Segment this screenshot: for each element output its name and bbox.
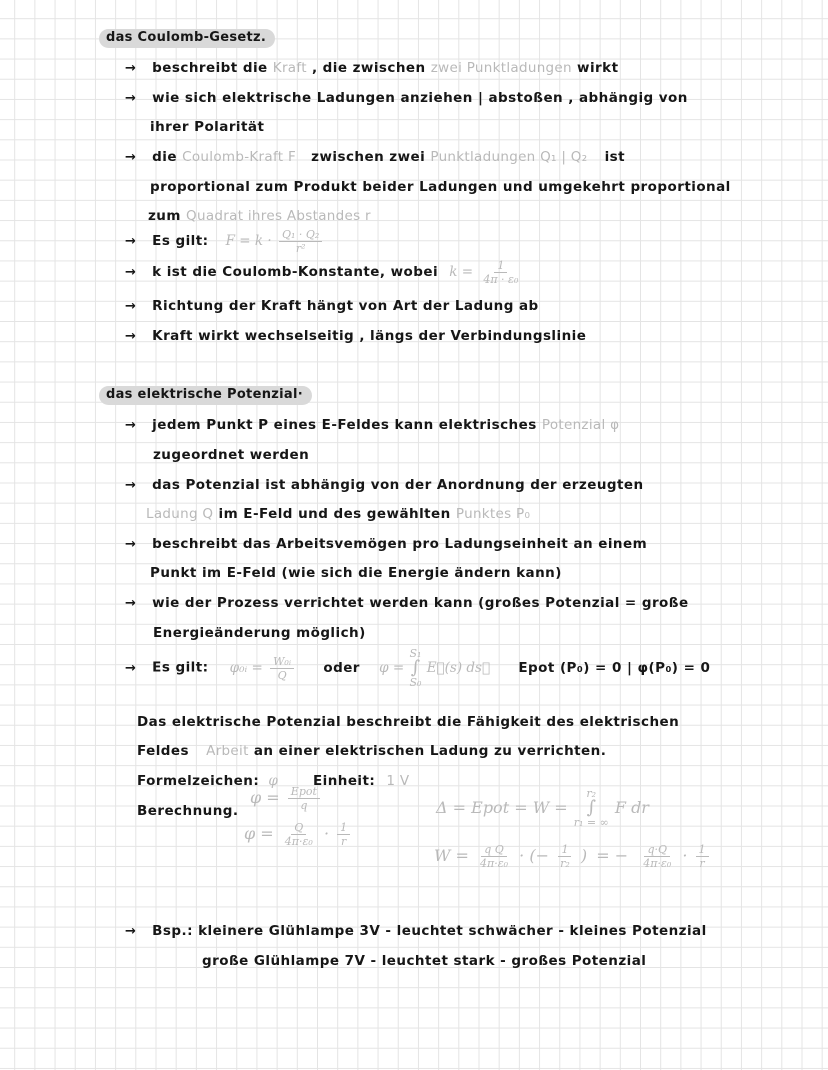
arrow-icon: → bbox=[125, 91, 137, 106]
numerator: q·Q bbox=[644, 844, 670, 857]
denominator: q bbox=[300, 799, 308, 812]
coulomb-bullet-7 bbox=[125, 328, 586, 344]
operator: · bbox=[519, 846, 525, 865]
operator: = − bbox=[596, 846, 629, 865]
arrow-icon: → bbox=[125, 596, 137, 611]
numerator: 1 bbox=[494, 260, 507, 273]
text: Feldes bbox=[137, 743, 190, 759]
text: Richtung der Kraft hängt von Art der Ladung ab bbox=[152, 298, 539, 314]
text: Punkt im E-Feld (wie sich die Energie ändern kann) bbox=[150, 565, 562, 581]
text: ihrer Polarität bbox=[150, 119, 265, 135]
formula bbox=[436, 787, 649, 829]
denominator: 4π·ε₀ bbox=[480, 857, 509, 870]
text: beschreibt die bbox=[152, 60, 268, 76]
fraction bbox=[477, 844, 511, 869]
text: , die zwischen bbox=[311, 60, 426, 76]
formula-lhs: W = bbox=[434, 846, 469, 865]
arrow-icon: → bbox=[125, 924, 137, 939]
formula-lhs: φ = bbox=[244, 824, 274, 843]
denominator: 4π·ε₀ bbox=[643, 857, 672, 870]
integral-limits bbox=[409, 648, 421, 688]
text: k ist die Coulomb-Konstante, wobei bbox=[152, 264, 439, 280]
potenzial-bullet-3 bbox=[125, 536, 647, 552]
example-line-2 bbox=[202, 953, 646, 969]
calc-formula-work bbox=[434, 844, 712, 869]
text: Energieänderung möglich) bbox=[153, 625, 366, 641]
fraction bbox=[640, 844, 674, 869]
text: Bsp.: kleinere Glühlampe 3V - leuchtet schwächer - kleines Potenzial bbox=[152, 923, 707, 939]
coulomb-bullet-2 bbox=[125, 90, 688, 106]
text: oder bbox=[323, 659, 360, 676]
numerator: Q₁ · Q₂ bbox=[279, 229, 322, 242]
fraction bbox=[270, 656, 294, 681]
coulomb-bullet-3-cont2 bbox=[148, 208, 371, 224]
numerator: 1 bbox=[558, 844, 571, 857]
text: zugeordnet werden bbox=[153, 447, 310, 463]
arrow-icon: → bbox=[125, 150, 137, 165]
definition-line-1 bbox=[137, 714, 679, 730]
text: an einer elektrischen Ladung zu verrichten. bbox=[253, 743, 607, 759]
arrow-icon: → bbox=[125, 265, 137, 280]
arrow-icon: → bbox=[125, 537, 137, 552]
denominator: 4π · ε₀ bbox=[483, 273, 519, 286]
calculation-label bbox=[137, 803, 238, 819]
formula-potential-integral bbox=[379, 647, 494, 689]
potenzial-bullet-2 bbox=[125, 477, 644, 493]
potenzial-bullet-4-cont bbox=[153, 625, 366, 641]
numerator: 1 bbox=[696, 844, 709, 857]
unit-label: Einheit: bbox=[312, 773, 376, 789]
highlight-text: Coulomb-Kraft F bbox=[182, 149, 297, 165]
arrow-icon: → bbox=[125, 660, 137, 676]
integral-icon: ∫ bbox=[586, 797, 596, 818]
text: Kraft wirkt wechselseitig , längs der Verbindungslinie bbox=[152, 328, 587, 344]
integrand: E⃗(s) ds⃗ bbox=[426, 659, 491, 676]
integral-lower: r₁ = ∞ bbox=[573, 816, 609, 829]
formula-lhs: Δ = Epot = W = bbox=[436, 797, 568, 817]
fraction bbox=[337, 822, 350, 847]
text: das Potenzial ist abhängig von der Anordnung der erzeugten bbox=[152, 477, 644, 493]
highlight-text: Arbeit bbox=[206, 743, 249, 759]
paren-close: ) bbox=[580, 846, 588, 865]
fraction bbox=[557, 844, 573, 869]
formula bbox=[250, 785, 323, 812]
numerator: W₀ᵢ bbox=[270, 656, 294, 669]
denominator: r bbox=[340, 835, 347, 848]
formula-symbol-label: Formelzeichen: bbox=[137, 773, 260, 789]
numerator: 1 bbox=[337, 822, 350, 835]
text: die bbox=[152, 149, 177, 165]
denominator: 4π·ε₀ bbox=[284, 835, 313, 848]
coulomb-bullet-3 bbox=[125, 149, 625, 165]
paren-open: (− bbox=[529, 846, 550, 865]
section-heading-potenzial: das elektrische Potenzial· bbox=[99, 386, 312, 405]
arrow-icon: → bbox=[125, 329, 137, 344]
integrand: F dr bbox=[614, 797, 649, 817]
formula-potential-work bbox=[229, 654, 302, 682]
highlight-text: zwei Punktladungen bbox=[430, 60, 572, 76]
text: jedem Punkt P eines E-Feldes kann elektrisches bbox=[152, 417, 537, 433]
text: Es gilt: bbox=[152, 659, 209, 676]
integral-limits bbox=[574, 788, 609, 828]
fraction bbox=[279, 229, 322, 254]
integral-upper: r₂ bbox=[586, 787, 597, 800]
calc-formula-1 bbox=[250, 786, 323, 811]
fraction bbox=[288, 786, 320, 811]
numerator: Q bbox=[291, 822, 306, 835]
denominator: r bbox=[699, 857, 705, 870]
integral-upper: S₁ bbox=[409, 647, 422, 660]
text: wirkt bbox=[577, 60, 619, 76]
highlight-text: Potenzial φ bbox=[541, 417, 620, 433]
text: Berechnung. bbox=[137, 803, 239, 819]
text: im E-Feld und des gewählten bbox=[218, 506, 451, 522]
calc-formula-2 bbox=[244, 822, 353, 847]
example-line-1 bbox=[125, 923, 707, 939]
text: beschreibt das Arbeitsvemögen pro Ladungseinheit an einem bbox=[152, 536, 648, 552]
coulomb-bullet-6 bbox=[125, 298, 539, 314]
definition-line-2 bbox=[137, 743, 606, 759]
formula-lhs: F = k · bbox=[225, 233, 272, 249]
potenzial-bullet-4 bbox=[125, 595, 689, 611]
highlight-text: Ladung Q bbox=[146, 506, 214, 522]
formula bbox=[225, 228, 326, 255]
integral-icon: ∫ bbox=[410, 657, 421, 678]
formula-lhs: φ₀ᵢ = bbox=[229, 659, 263, 676]
integral-lower: S₀ bbox=[409, 676, 422, 689]
denominator: r₂ bbox=[560, 857, 570, 870]
coulomb-bullet-1 bbox=[125, 60, 619, 76]
potenzial-bullet-2-cont bbox=[146, 506, 530, 522]
text: wie sich elektrische Ladungen anziehen | abstoßen , abhängig von bbox=[152, 90, 688, 106]
denominator: r² bbox=[295, 242, 306, 255]
operator: · bbox=[323, 824, 330, 843]
formula bbox=[449, 259, 524, 286]
text: Es gilt: bbox=[152, 233, 209, 249]
text: Das elektrische Potenzial beschreibt die Fähigkeit des elektrischen bbox=[137, 714, 680, 730]
fraction bbox=[282, 822, 316, 847]
numerator: q Q bbox=[481, 844, 507, 857]
highlight-text: Kraft bbox=[272, 60, 307, 76]
text: proportional zum Produkt beider Ladungen und umgekehrt proportional bbox=[150, 179, 731, 195]
coulomb-bullet-2-cont bbox=[150, 119, 264, 135]
text: wie der Prozess verrichtet werden kann (großes Potenzial = große bbox=[152, 595, 689, 611]
coulomb-bullet-4 bbox=[125, 229, 325, 254]
arrow-icon: → bbox=[125, 299, 137, 314]
calc-formula-energy bbox=[436, 788, 649, 828]
arrow-icon: → bbox=[125, 418, 137, 433]
formula bbox=[434, 843, 712, 870]
potenzial-bullet-1 bbox=[125, 417, 619, 433]
arrow-icon: → bbox=[125, 61, 137, 76]
formula-symbol-value: φ bbox=[268, 773, 278, 789]
potenzial-bullet-1-cont bbox=[153, 447, 309, 463]
highlight-text: Punktladungen Q₁ | Q₂ bbox=[430, 149, 588, 165]
text: zwischen zwei bbox=[311, 149, 426, 165]
arrow-icon: → bbox=[125, 478, 137, 493]
numerator: Epot bbox=[288, 786, 320, 799]
coulomb-bullet-3-cont bbox=[150, 179, 731, 195]
potenzial-bullet-5 bbox=[125, 648, 710, 688]
formula-lhs: φ = bbox=[250, 788, 280, 807]
formula-lhs: φ = bbox=[379, 659, 405, 676]
text: ist bbox=[604, 149, 626, 165]
section-heading-coulomb: das Coulomb-Gesetz. bbox=[99, 29, 275, 48]
text: zum bbox=[148, 208, 181, 224]
fraction bbox=[480, 260, 521, 285]
arrow-icon: → bbox=[125, 234, 137, 249]
formula-lhs: k = bbox=[449, 264, 474, 280]
fraction bbox=[696, 844, 709, 869]
highlight-text: Quadrat ihres Abstandes r bbox=[186, 208, 371, 224]
potenzial-bullet-3-cont bbox=[150, 565, 562, 581]
text: Epot (P₀) = 0 | φ(P₀) = 0 bbox=[518, 659, 711, 676]
unit-value: 1 V bbox=[386, 773, 410, 789]
formula bbox=[244, 821, 353, 848]
denominator: Q bbox=[277, 668, 287, 682]
text: große Glühlampe 7V - leuchtet stark - großes Potenzial bbox=[202, 953, 647, 969]
highlight-text: Punktes P₀ bbox=[455, 506, 531, 522]
operator: · bbox=[682, 846, 688, 865]
coulomb-bullet-5 bbox=[125, 260, 524, 285]
